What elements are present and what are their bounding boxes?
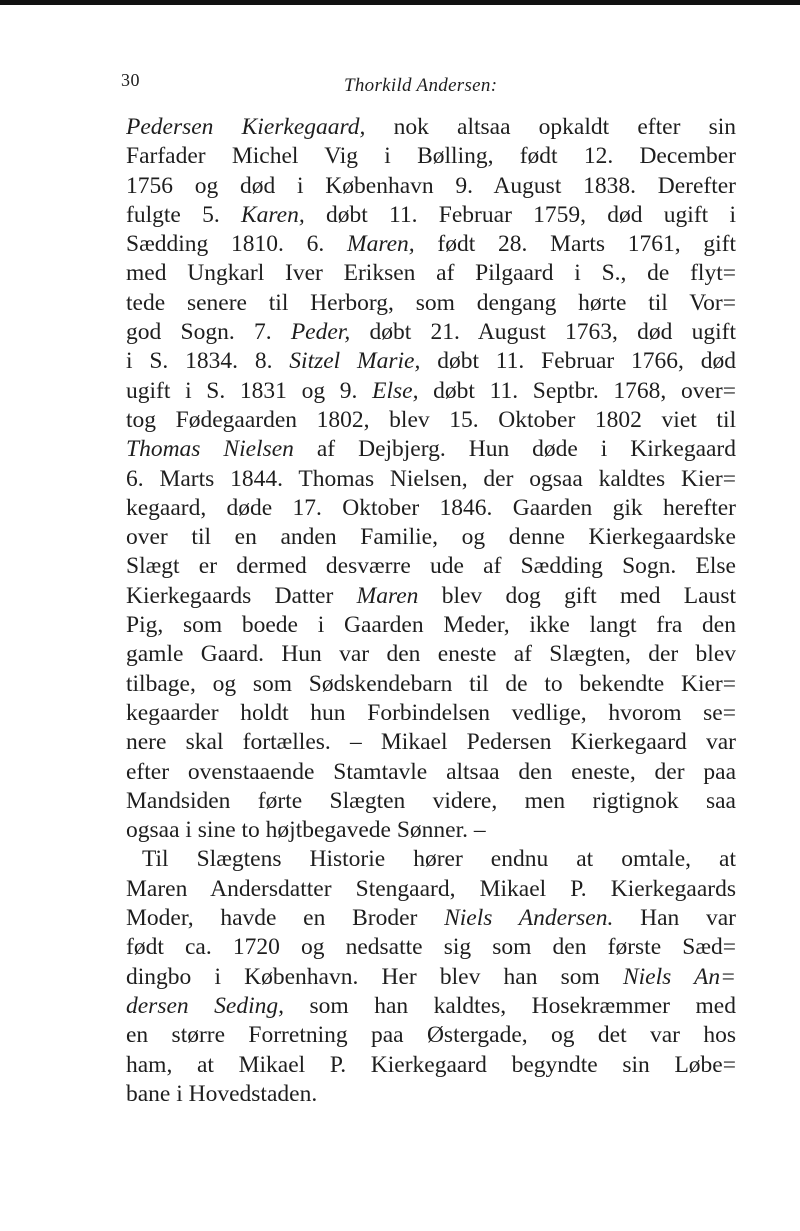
- text-segment: født 28. Marts 1761, gift: [414, 231, 736, 258]
- text-line: [126, 611, 736, 640]
- text-segment: døbt 11. Februar 1766, død: [420, 348, 736, 375]
- text-line: [126, 699, 736, 728]
- text-segment: Maren Andersdatter Stengaard, Mikael P. Kierkegaards: [126, 875, 736, 902]
- text-segment: 1756 og død i København 9. August 1838. Derefter: [126, 172, 736, 199]
- text-segment: døbt 11. Februar 1759, død ugift i: [304, 201, 736, 228]
- text-segment: med Ungkarl Iver Eriksen af Pilgaard i S., de flyt=: [126, 260, 736, 287]
- text-line: [126, 758, 736, 787]
- text-line: [126, 377, 736, 406]
- text-line: [126, 670, 736, 699]
- text-line: [126, 494, 736, 523]
- text-line: [126, 172, 736, 201]
- page-header: [121, 70, 721, 100]
- italic-text: dersen Seding,: [126, 992, 285, 1019]
- text-line: [126, 523, 736, 552]
- italic-text: Sitzel Marie,: [289, 348, 421, 375]
- page-top-edge: [0, 0, 800, 5]
- running-head: Thorkild Andersen:: [344, 75, 498, 96]
- text-line: [126, 465, 736, 494]
- text-segment: tilbage, og som Sødskendebarn til de to bekendte Kier=: [126, 670, 736, 697]
- italic-text: Thomas Nielsen: [126, 436, 294, 463]
- page-number: 30: [121, 70, 140, 90]
- text-segment: bane i Hovedstaden.: [126, 1080, 318, 1107]
- text-segment: af Dejbjerg. Hun døde i Kirkegaard: [293, 436, 736, 463]
- text-segment: Til Slægtens Historie hører endnu at omtale, at: [142, 846, 736, 873]
- italic-text: Else,: [372, 377, 419, 404]
- text-line: [126, 347, 736, 376]
- text-segment: god Sogn. 7.: [126, 319, 291, 346]
- text-line: [126, 787, 736, 816]
- text-line: [126, 582, 736, 611]
- text-line: [126, 201, 736, 230]
- text-segment: Han var: [613, 905, 736, 932]
- text-segment: tog Fødegaarden 1802, blev 15. Oktober 1802 viet til: [126, 406, 736, 433]
- text-segment: født ca. 1720 og nedsatte sig som den første Sæd=: [126, 934, 736, 961]
- text-line: [126, 230, 736, 259]
- text-line: [126, 318, 736, 347]
- text-segment: som han kaldtes, Hosekræmmer med: [284, 992, 736, 1019]
- text-segment: Farfader Michel Vig i Bølling, født 12. December: [126, 143, 736, 170]
- text-segment: over til en anden Familie, og denne Kierkegaardske: [126, 524, 736, 551]
- text-segment: dingbo i København. Her blev han som: [126, 963, 623, 990]
- text-segment: ugift i S. 1831 og 9.: [126, 377, 373, 404]
- text-segment: ogsaa i sine to højtbegavede Sønner. –: [126, 817, 486, 844]
- text-segment: Moder, havde en Broder: [126, 905, 445, 932]
- italic-text: Niels Andersen.: [444, 905, 614, 932]
- text-segment: tede senere til Herborg, som dengang hørte til Vor=: [126, 289, 736, 316]
- text-line: [126, 875, 736, 904]
- text-line: [126, 1080, 736, 1109]
- text-line: [126, 933, 736, 962]
- text-line: [126, 904, 736, 933]
- text-line: [126, 816, 736, 845]
- text-segment: nok altsaa opkaldt efter sin: [365, 114, 736, 140]
- text-segment: kegaarder holdt hun Forbindelsen vedlige, hvorom se=: [126, 699, 736, 726]
- text-line: [126, 728, 736, 757]
- text-line: [126, 1021, 736, 1050]
- text-segment: 6. Marts 1844. Thomas Nielsen, der ogsaa kaldtes Kier=: [126, 465, 736, 492]
- text-segment: døbt 11. Septbr. 1768, over=: [418, 377, 736, 404]
- text-line: [126, 845, 736, 874]
- text-segment: fulgte 5.: [126, 201, 241, 228]
- text-line: [126, 963, 736, 992]
- text-line: [126, 1051, 736, 1080]
- italic-text: Maren,: [347, 231, 415, 258]
- text-line: [126, 142, 736, 171]
- text-segment: nere skal fortælles. – Mikael Pedersen Kierkegaard var: [126, 729, 736, 756]
- text-segment: efter ovenstaaende Stamtavle altsaa den eneste, der paa: [126, 758, 736, 785]
- text-segment: Sædding 1810. 6.: [126, 231, 348, 258]
- text-segment: døbt 21. August 1763, død ugift: [350, 319, 736, 346]
- text-segment: Mandsiden førte Slægten videre, men rigtignok saa: [126, 787, 736, 814]
- text-segment: blev dog gift med Laust: [418, 582, 736, 609]
- text-line: [126, 992, 736, 1021]
- text-segment: Pig, som boede i Gaarden Meder, ikke langt fra den: [126, 612, 736, 639]
- text-segment: i S. 1834. 8.: [126, 348, 290, 375]
- text-segment: kegaard, døde 17. Oktober 1846. Gaarden gik herefter: [126, 494, 736, 521]
- italic-text: Peder,: [290, 319, 351, 346]
- italic-text: Pedersen Kierkegaard,: [126, 114, 366, 140]
- italic-text: Karen,: [240, 201, 305, 228]
- body-text: [126, 113, 736, 1109]
- italic-text: Maren: [356, 582, 419, 609]
- text-line: [126, 435, 736, 464]
- text-line: [126, 406, 736, 435]
- text-line: [126, 259, 736, 288]
- text-segment: Kierkegaards Datter: [126, 582, 357, 609]
- text-segment: gamle Gaard. Hun var den eneste af Slægten, der blev: [126, 641, 736, 668]
- text-line: [126, 289, 736, 318]
- text-line: [126, 640, 736, 669]
- text-segment: Slægt er dermed desværre ude af Sædding Sogn. Else: [126, 553, 736, 580]
- text-line: [126, 552, 736, 581]
- text-line: [126, 113, 736, 142]
- italic-text: Niels An=: [622, 963, 736, 990]
- text-segment: en større Forretning paa Østergade, og det var hos: [126, 1022, 736, 1049]
- text-segment: ham, at Mikael P. Kierkegaard begyndte sin Løbe=: [126, 1051, 736, 1078]
